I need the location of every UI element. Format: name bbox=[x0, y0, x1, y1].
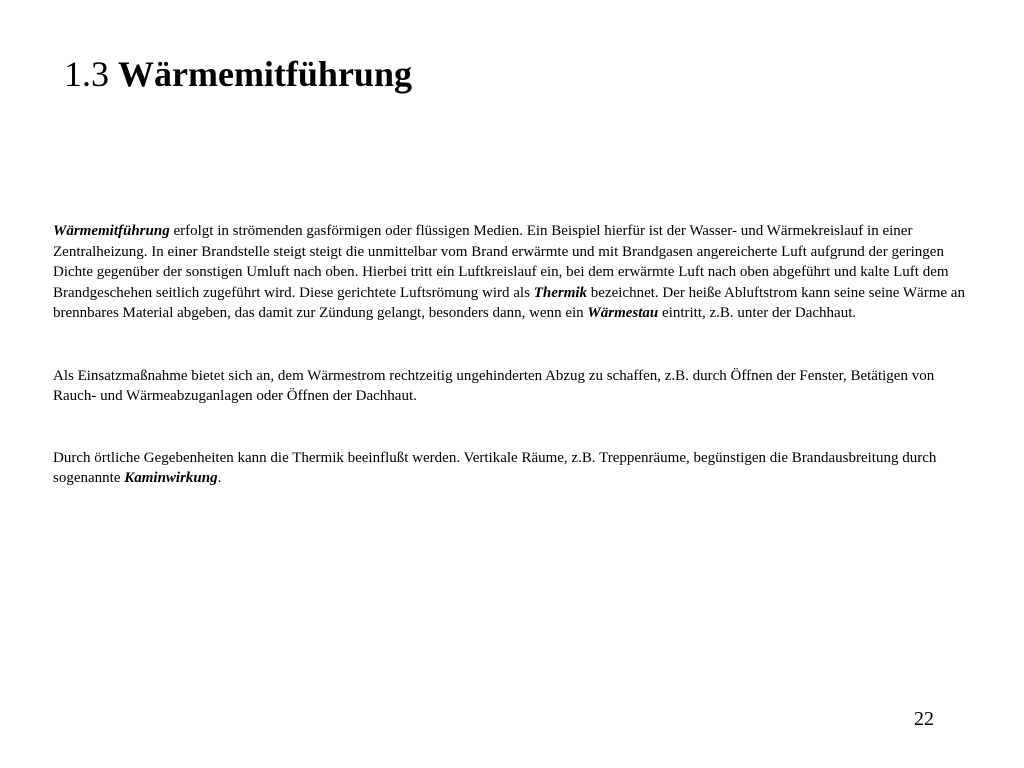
paragraph-text: Als Einsatzmaßnahme bietet sich an, dem Wärmestrom rechtzeitig ungehinderten Abzug zu schaffen, z.B. durch Öffnen der Fenster, Betätigen von Rauch- und Wärmeabzuganlagen oder Öffnen der Dachhaut. bbox=[53, 367, 935, 404]
slide-body bbox=[53, 221, 968, 489]
term-kaminwirkung: Kaminwirkung bbox=[124, 470, 218, 486]
term-waermemitfuehrung: Wärmemitführung bbox=[53, 223, 170, 239]
paragraph-text: erfolgt in strömenden gasförmigen oder flüssigen Medien. Ein Beispiel hierfür ist der Wasser- und Wärmekreislauf in einer Zentralheizung. In einer Brandstelle steigt steigt die unmittelbar vom Brand erwärmte und mit Brandgasen angereicherte Luft aufgrund der geringen Dichte gegenüber der sonstigen Umluft nach oben. Hierbei tritt ein Luftkreislauf ein, bei dem erwärmte Luft nach oben abgeführt und kalte Luft dem Brandgeschehen seitlich zugeführt wird. Diese gerichtete Luftsrömung wird als bbox=[53, 223, 949, 301]
paragraph-text: bezeichnet. Der heiße Abluftstrom kann seine seine Wärme an brennbares Material abgeben, das damit zur Zündung gelangt, besonders dann, wenn ein bbox=[53, 284, 965, 321]
paragraph-countermeasures bbox=[53, 366, 968, 407]
page-number: 22 bbox=[914, 708, 934, 730]
title-text: Wärmemitführung bbox=[118, 54, 412, 94]
term-waermestau: Wärmestau bbox=[587, 305, 659, 321]
paragraph-heat-convection bbox=[53, 221, 968, 324]
slide-title bbox=[64, 52, 412, 96]
paragraph-text: Durch örtliche Gegebenheiten kann die Thermik beeinflußt werden. Vertikale Räume, z.B. Treppenräume, begünstigen die Brandausbreitung durch sogenannte bbox=[53, 449, 937, 486]
paragraph-text: . bbox=[217, 470, 222, 486]
paragraph-text: eintritt, z.B. unter der Dachhaut. bbox=[658, 305, 857, 321]
title-number: 1.3 bbox=[64, 54, 109, 94]
paragraph-chimney-effect bbox=[53, 448, 968, 489]
term-thermik: Thermik bbox=[533, 284, 588, 301]
